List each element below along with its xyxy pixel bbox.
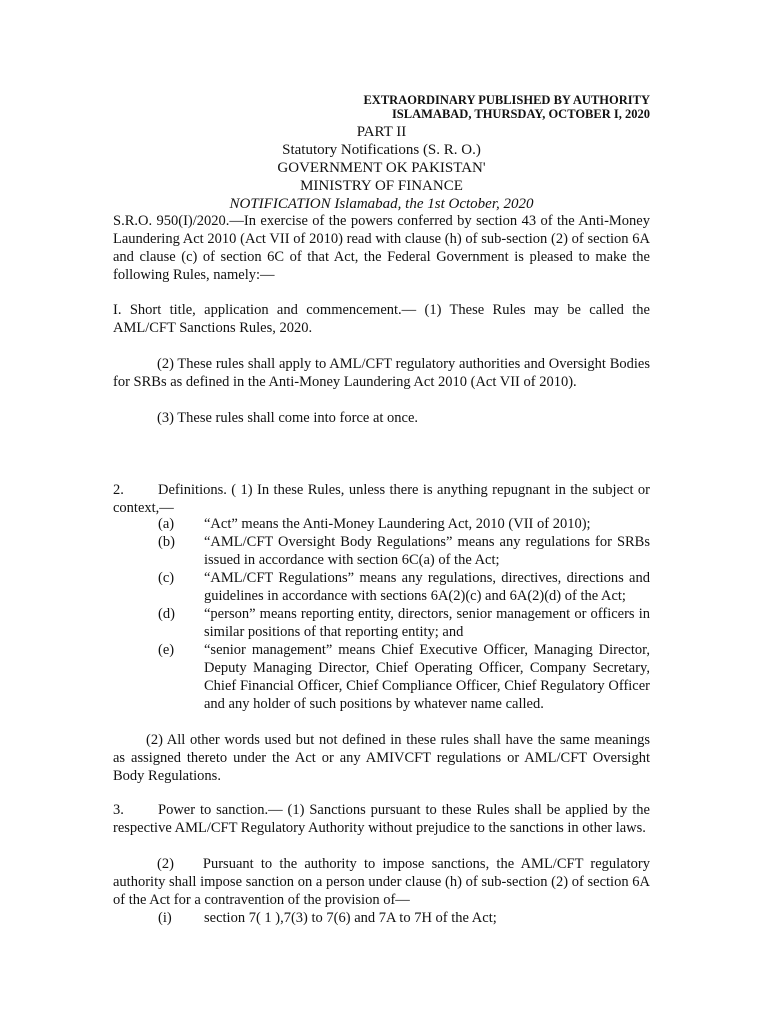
- gazette-header-line1: EXTRAORDINARY PUBLISHED BY AUTHORITY: [363, 93, 650, 107]
- item-text: “Act” means the Anti-Money Laundering Act, 2010 (VII of 2010);: [204, 516, 591, 532]
- part-title: PART II: [356, 124, 407, 140]
- definition-item-e: [113, 641, 650, 713]
- item-text: “AML/CFT Oversight Body Regulations” means any regulations for SRBs issued in accordance with section 6C(a) of the Act;: [204, 534, 650, 568]
- gazette-header: [300, 93, 650, 121]
- item-marker: (b): [158, 534, 175, 550]
- rule3-paragraph2: (2) Pursuant to the authority to impose sanctions, the AML/CFT regulatory authority shall impose sanction on a person under clause (h) of sub-section (2) of section 6A of the Act for a contravention of the provision of—: [113, 856, 650, 908]
- definition-item-d: [113, 605, 650, 641]
- definitions-list: [113, 515, 650, 713]
- gazette-header-line2: ISLAMABAD, THURSDAY, OCTOBER I, 2020: [391, 107, 650, 121]
- definition-item-c: [113, 569, 650, 605]
- rule2-intro: [113, 481, 650, 517]
- rule2-intro-text: Definitions. ( 1) In these Rules, unless there is anything repugnant in the subject or context,—: [113, 482, 650, 516]
- rule3-paragraph1-text: Power to sanction.— (1) Sanctions pursuant to these Rules shall be applied by the respective AML/CFT Regulatory Authority without prejudice to the sanctions in other laws.: [113, 802, 650, 836]
- rule2-paragraph2: (2) All other words used but not defined in these rules shall have the same meanings as assigned thereto under the Act or any AMIVCFT regulations or AML/CFT Oversight Body Regulations.: [113, 732, 650, 784]
- rule3-list: [113, 909, 650, 927]
- rule1-paragraph1: I. Short title, application and commencement.— (1) These Rules may be called the AML/CFT Sanctions Rules, 2020.: [113, 302, 650, 336]
- item-text: “person” means reporting entity, directors, senior management or officers in similar positions of that reporting entity; and: [204, 606, 650, 640]
- rule1-paragraph2: (2) These rules shall apply to AML/CFT regulatory authorities and Oversight Bodies for SRBs as defined in the Anti-Money Laundering Act 2010 (Act VII of 2010).: [113, 356, 650, 390]
- item-marker: (e): [158, 642, 175, 658]
- preamble: S.R.O. 950(I)/2020.—In exercise of the powers conferred by section 43 of the Anti-Money Laundering Act 2010 (Act VII of 2010) read with clause (h) of sub-section (2) of section 6A and clause (c) of section 6C of that Act, the Federal Government is pleased to make the following Rules, namely:—: [113, 213, 650, 283]
- rule1-paragraph3: (3) These rules shall come into force at once.: [157, 410, 419, 426]
- rule3-number: 3.: [113, 802, 124, 818]
- rule3-paragraph1: [113, 801, 650, 837]
- title-block: [113, 123, 650, 213]
- item-text: “senior management” means Chief Executive Officer, Managing Director, Deputy Managing Director, Chief Operating Officer, Company Secretary, Chief Financial Officer, Chief Compliance Officer, Chief Regulatory Officer and any holder of such positions by whatever name called.: [204, 642, 650, 712]
- government-title: GOVERNMENT OK PAKISTAN': [277, 160, 486, 176]
- item-marker: (c): [158, 570, 175, 586]
- item-marker: (d): [158, 606, 175, 622]
- rule3-item-i: [113, 909, 650, 927]
- item-marker: (i): [158, 910, 172, 926]
- item-text: “AML/CFT Regulations” means any regulations, directives, directions and guidelines in accordance with sections 6A(2)(c) and 6A(2)(d) of the Act;: [204, 570, 650, 604]
- ministry-title: MINISTRY OF FINANCE: [300, 178, 463, 194]
- item-text: section 7( 1 ),7(3) to 7(6) and 7A to 7H of the Act;: [204, 910, 497, 926]
- item-marker: (a): [158, 516, 175, 532]
- notification-date: NOTIFICATION Islamabad, the 1st October, 2020: [229, 196, 534, 212]
- rule2-number: 2.: [113, 482, 124, 498]
- definition-item-b: [113, 533, 650, 569]
- definition-item-a: [113, 515, 650, 533]
- notifications-title: Statutory Notifications (S. R. O.): [282, 142, 481, 158]
